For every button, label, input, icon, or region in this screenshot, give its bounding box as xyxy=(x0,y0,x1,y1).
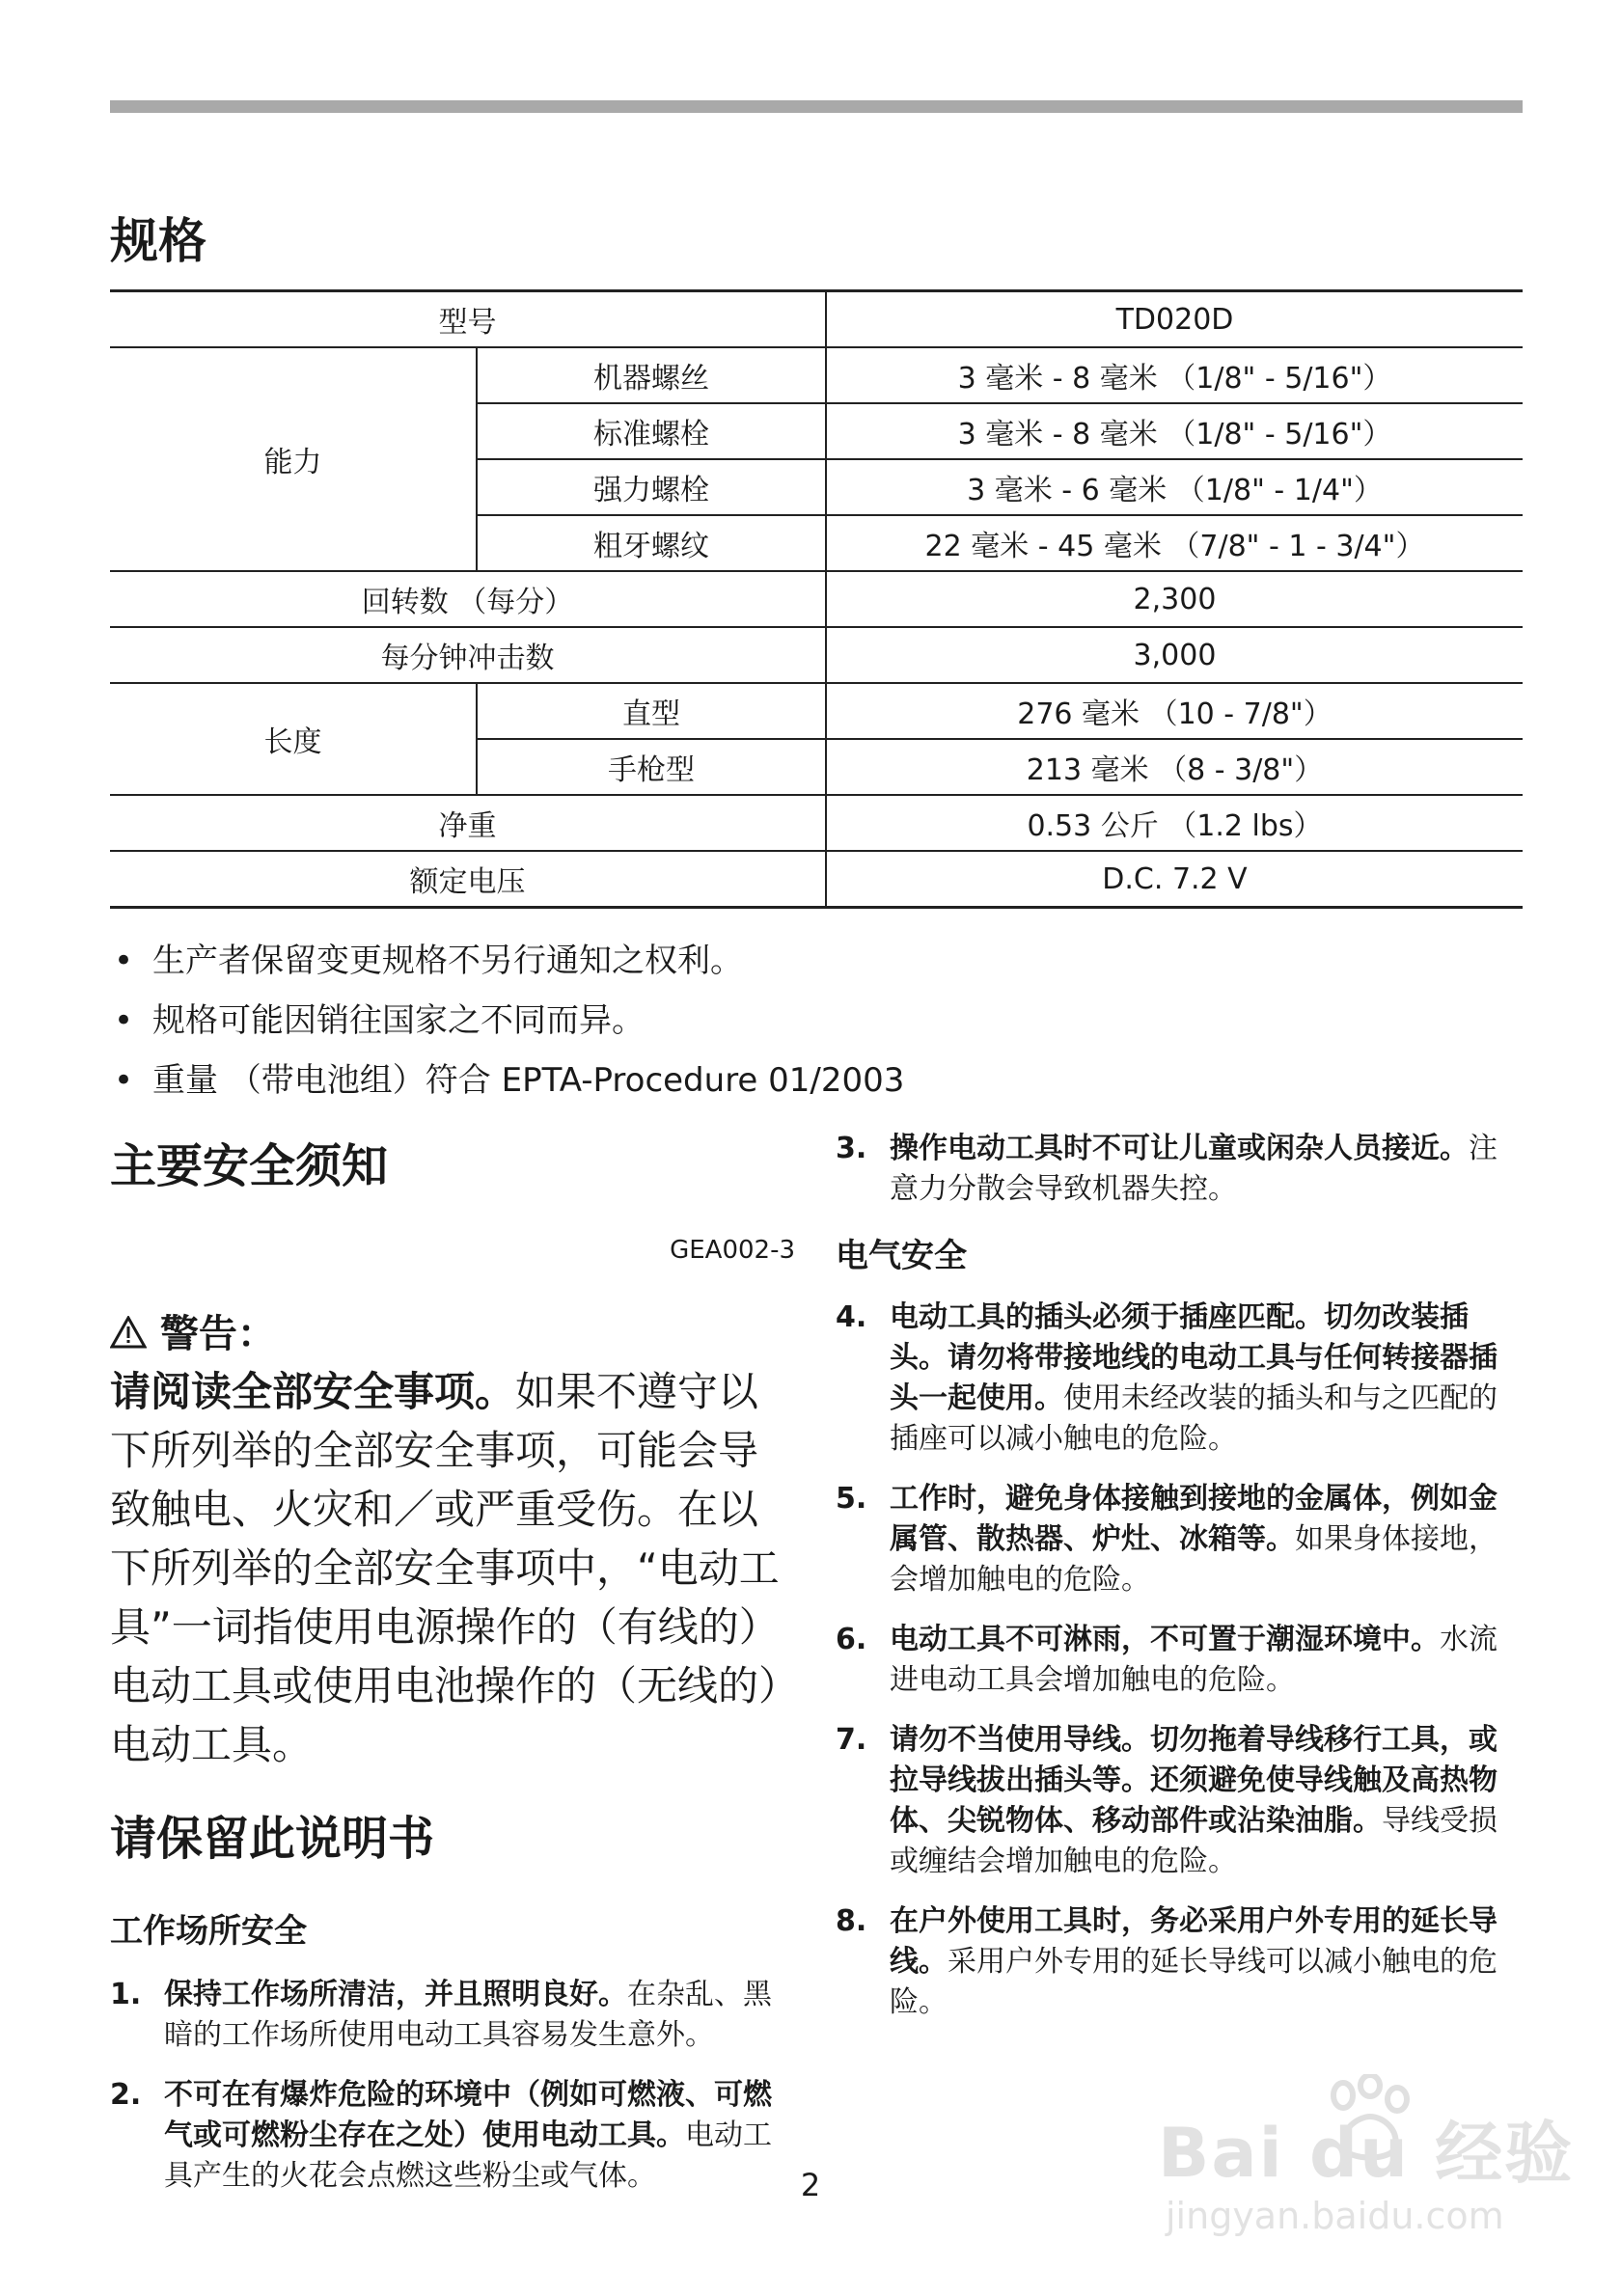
spec-value: 3 毫米 - 6 毫米 （1/8" - 1/4"） xyxy=(826,459,1523,515)
spec-value: 3 毫米 - 8 毫米 （1/8" - 5/16"） xyxy=(826,347,1523,403)
spec-label: 型号 xyxy=(110,291,826,348)
warning-icon xyxy=(110,1312,160,1356)
warning-heading: 警告： xyxy=(110,1303,795,1358)
work-area-list xyxy=(110,1975,795,2197)
list-item: • 生产者保留变更规格不另行通知之权利。 xyxy=(114,938,904,998)
spec-sublabel: 粗牙螺纹 xyxy=(477,515,826,571)
spec-label: 额定电压 xyxy=(110,851,826,908)
spec-value: 3 毫米 - 8 毫米 （1/8" - 5/16"） xyxy=(826,403,1523,459)
list-item: 8. 在户外使用工具时，务必采用户外专用的延长导线。采用户外专用的延长导线可以减小触电的危险。 xyxy=(836,1904,1497,2019)
bullet-icon: • xyxy=(114,1061,134,1100)
list-item: 5. 工作时，避免身体接触到接地的金属体，例如金属管、散热器、炉灶、冰箱等。如果身体接地，会增加触电的危险。 xyxy=(836,1482,1497,1597)
table-row xyxy=(110,795,1523,851)
spec-value: TD020D xyxy=(826,291,1523,348)
left-column xyxy=(110,1129,795,2216)
spec-value: D.C. 7.2 V xyxy=(826,851,1523,908)
header-rule xyxy=(110,100,1523,113)
table-row xyxy=(110,627,1523,683)
spec-value: 213 毫米 （8 - 3/8"） xyxy=(826,739,1523,795)
list-item: 3. 操作电动工具时不可让儿童或闲杂人员接近。注意力分散会导致机器失控。 xyxy=(836,1132,1497,1206)
spec-value: 3,000 xyxy=(826,627,1523,683)
spec-table xyxy=(110,289,1523,909)
watermark-url: jingyan.baidu.com xyxy=(1166,2195,1504,2237)
electric-safety-list xyxy=(836,1298,1523,2023)
spec-value: 276 毫米 （10 - 7/8"） xyxy=(826,683,1523,739)
spec-sublabel: 强力螺栓 xyxy=(477,459,826,515)
table-row xyxy=(110,347,1523,403)
list-item: 1. 保持工作场所清洁，并且照明良好。在杂乱、黑暗的工作场所使用电动工具容易发生意外。 xyxy=(110,1978,772,2052)
spec-sublabel: 机器螺丝 xyxy=(477,347,826,403)
bullet-icon: • xyxy=(114,942,134,980)
electric-safety-title: 电气安全 xyxy=(836,1237,967,1275)
spec-value: 0.53 公斤 （1.2 lbs） xyxy=(826,795,1523,851)
spec-notes xyxy=(114,938,904,1117)
table-row xyxy=(110,571,1523,627)
spec-sublabel: 直型 xyxy=(477,683,826,739)
work-area-title: 工作场所安全 xyxy=(110,1912,307,1951)
list-item: 4. 电动工具的插头必须于插座匹配。切勿改装插头。请勿将带接地线的电动工具与任何转接器插头一起使用。使用未经改装的插头和与之匹配的插座可以减小触电的危险。 xyxy=(836,1300,1497,1456)
spec-sublabel: 手枪型 xyxy=(477,739,826,795)
list-item: • 规格可能因销往国家之不同而异。 xyxy=(114,998,904,1057)
spec-value: 22 毫米 - 45 毫米 （7/8" - 1 - 3/4"） xyxy=(826,515,1523,571)
warning-body: 请阅读全部安全事项。如果不遵守以下所列举的全部安全事项，可能会导致触电、火灾和／或严重受伤。在以下所列举的全部安全事项中，“电动工具”一词指使用电源操作的（有线的）电动工具或使用电池操作的（无线的）电动工具。 xyxy=(110,1368,780,1768)
spec-label: 长度 xyxy=(110,683,477,795)
page-title: 规格 xyxy=(110,213,206,269)
spec-label: 能力 xyxy=(110,347,477,571)
watermark-logo: Bai du 经验 xyxy=(1158,2114,1575,2193)
safety-title: 主要安全须知 xyxy=(110,1139,389,1193)
spec-label: 净重 xyxy=(110,795,826,851)
keep-manual-title: 请保留此说明书 xyxy=(110,1812,435,1866)
table-row xyxy=(110,683,1523,739)
work-area-list-cont xyxy=(836,1129,1523,1210)
list-item: 7. 请勿不当使用导线。切勿拖着导线移行工具，或拉导线拔出插头等。还须避免使导线触及高热物体、尖锐物体、移动部件或沾染油脂。导线受损或缠结会增加触电的危险。 xyxy=(836,1723,1497,1878)
page-number: 2 xyxy=(800,2167,821,2203)
bullet-icon: • xyxy=(114,1001,134,1040)
table-row xyxy=(110,291,1523,348)
list-item: 2. 不可在有爆炸危险的环境中（例如可燃液、可燃气或可燃粉尘存在之处）使用电动工具。电动工具产生的火花会点燃这些粉尘或气体。 xyxy=(110,2078,772,2193)
right-column xyxy=(836,1129,1523,2042)
document-code: GEA002-3 xyxy=(670,1236,795,1265)
spec-value: 2,300 xyxy=(826,571,1523,627)
list-item: • 重量 （带电池组）符合 EPTA-Procedure 01/2003 xyxy=(114,1057,904,1117)
list-item: 6. 电动工具不可淋雨，不可置于潮湿环境中。水流进电动工具会增加触电的危险。 xyxy=(836,1623,1497,1697)
spec-label: 回转数 （每分） xyxy=(110,571,826,627)
spec-sublabel: 标准螺栓 xyxy=(477,403,826,459)
table-row xyxy=(110,851,1523,908)
spec-label: 每分钟冲击数 xyxy=(110,627,826,683)
